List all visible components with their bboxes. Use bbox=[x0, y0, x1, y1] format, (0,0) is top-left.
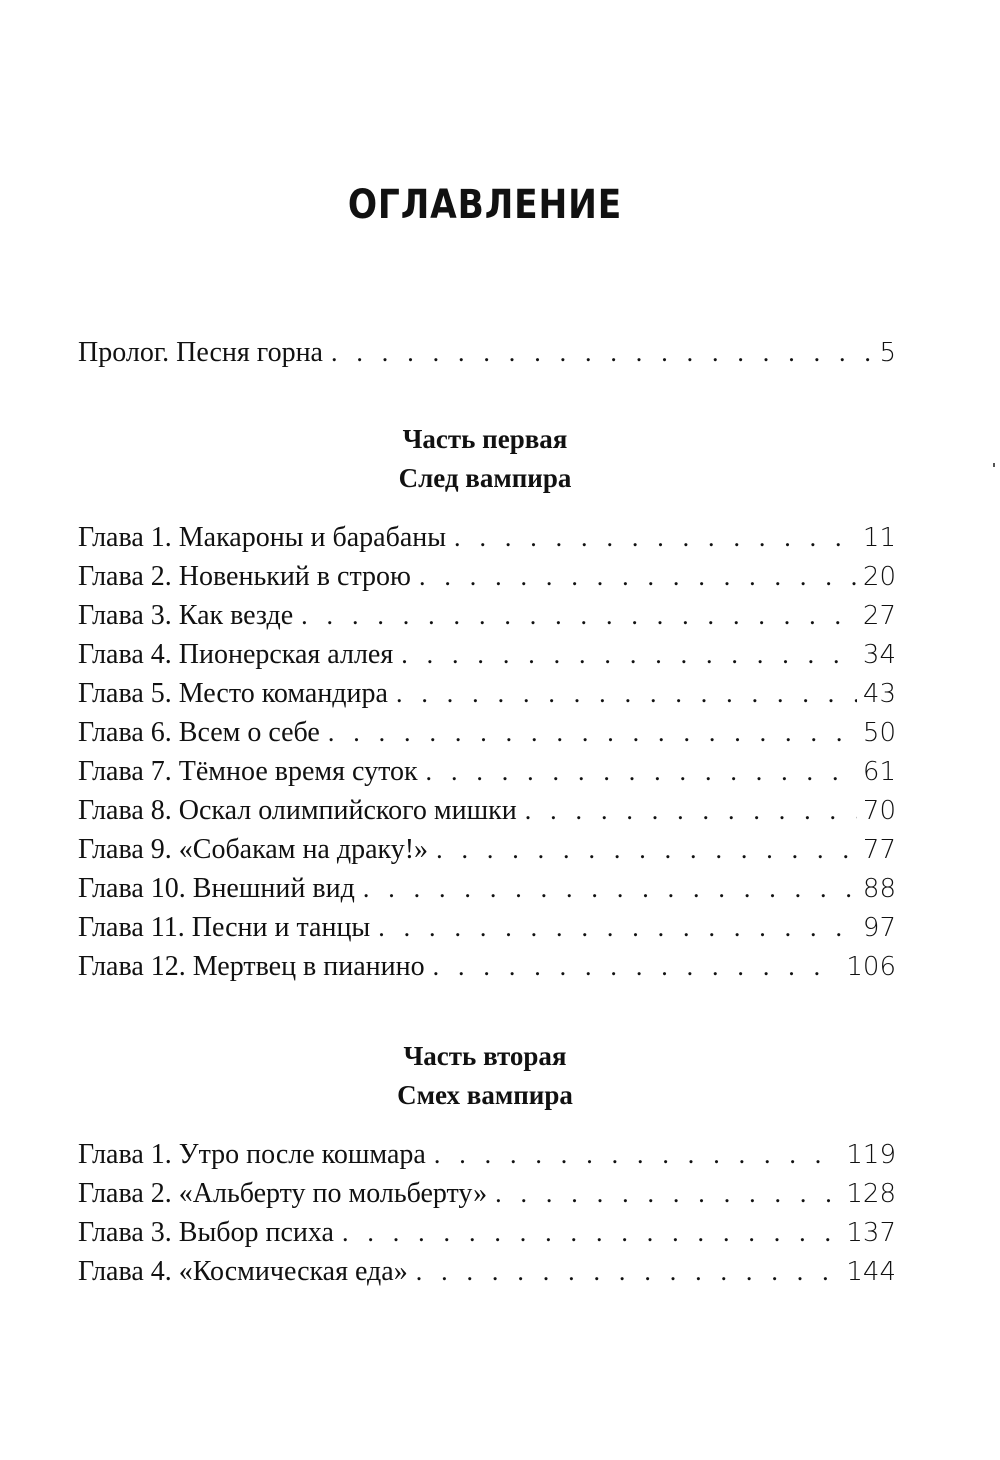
part1-subtitle: След вампира bbox=[398, 463, 572, 493]
toc-entry-page: 70 bbox=[862, 796, 896, 826]
toc-entry-label: Глава 11. Песни и танцы bbox=[78, 912, 371, 943]
toc-entry-label: Пролог. Песня горна bbox=[78, 337, 323, 368]
toc-entry bbox=[78, 717, 896, 757]
toc-entry-label: Глава 6. Всем о себе bbox=[78, 717, 320, 748]
toc-entry-page: 119 bbox=[846, 1140, 896, 1170]
toc-entry-page: 106 bbox=[846, 952, 896, 982]
toc-entry-label: Глава 2. Новенький в строю bbox=[78, 561, 411, 592]
toc-entry bbox=[78, 834, 896, 874]
dot-leader bbox=[434, 1140, 841, 1170]
toc-entry bbox=[78, 561, 896, 601]
toc-entry-page: 144 bbox=[846, 1257, 896, 1287]
dot-leader bbox=[363, 874, 857, 904]
dot-leader bbox=[426, 757, 857, 787]
toc-entry-page: 77 bbox=[862, 835, 896, 865]
dot-leader bbox=[436, 835, 857, 865]
toc-entry-label: Глава 3. Как везде bbox=[78, 600, 294, 631]
toc-entry-label: Глава 9. «Собакам на драку!» bbox=[78, 834, 429, 865]
toc-entry-page: 137 bbox=[846, 1218, 896, 1248]
toc-entry-page: 128 bbox=[846, 1179, 896, 1209]
dot-leader bbox=[378, 913, 857, 943]
dot-leader bbox=[525, 796, 857, 826]
toc-entry bbox=[78, 522, 896, 562]
dot-leader bbox=[396, 679, 857, 709]
toc-entry bbox=[78, 1256, 896, 1296]
toc-entry bbox=[78, 795, 896, 835]
toc-entry-page: 27 bbox=[862, 601, 896, 631]
toc-entry-label: Глава 5. Место командира bbox=[78, 678, 388, 709]
toc-entry bbox=[78, 1139, 896, 1179]
toc-entry-page: 88 bbox=[862, 874, 896, 904]
dot-leader bbox=[342, 1218, 840, 1248]
toc-entry-page: 20 bbox=[862, 562, 896, 592]
toc-entry-page: 97 bbox=[862, 913, 896, 943]
toc-entry bbox=[78, 678, 896, 718]
page-title: ОГЛАВЛЕНИЕ bbox=[347, 182, 623, 228]
toc-entry bbox=[78, 1217, 896, 1257]
dot-leader bbox=[495, 1179, 840, 1209]
toc-entry bbox=[78, 639, 896, 679]
toc-entry bbox=[78, 951, 896, 991]
toc-entry-page: 34 bbox=[862, 640, 896, 670]
dot-leader bbox=[454, 523, 857, 553]
toc-entry-prologue bbox=[78, 337, 896, 377]
toc-entry bbox=[78, 756, 896, 796]
toc-entry-page: 43 bbox=[862, 679, 896, 709]
dot-leader bbox=[401, 640, 857, 670]
toc-entry-page: 5 bbox=[879, 338, 896, 368]
toc-entry-page: 61 bbox=[862, 757, 896, 787]
toc-entry-label: Глава 3. Выбор психа bbox=[78, 1217, 334, 1248]
toc-entry-label: Глава 4. «Космическая еда» bbox=[78, 1256, 408, 1287]
part1-heading: Часть первая bbox=[402, 424, 568, 454]
dot-leader bbox=[328, 718, 857, 748]
toc-entry-page: 11 bbox=[862, 523, 896, 553]
toc-entry-label: Глава 10. Внешний вид bbox=[78, 873, 355, 904]
toc-entry-label: Глава 1. Утро после кошмара bbox=[78, 1139, 426, 1170]
toc-entry-label: Глава 2. «Альберту по мольберту» bbox=[78, 1178, 488, 1209]
dot-leader bbox=[419, 562, 857, 592]
toc-entry-label: Глава 7. Тёмное время суток bbox=[78, 756, 418, 787]
dot-leader bbox=[331, 338, 873, 368]
dot-leader bbox=[416, 1257, 841, 1287]
dot-leader bbox=[301, 601, 857, 631]
toc-entry bbox=[78, 873, 896, 913]
toc-entry bbox=[78, 600, 896, 640]
toc-entry-label: Глава 4. Пионерская аллея bbox=[78, 639, 394, 670]
toc-entry bbox=[78, 1178, 896, 1218]
toc-entry-label: Глава 12. Мертвец в пианино bbox=[78, 951, 425, 982]
toc-entry-label: Глава 1. Макароны и барабаны bbox=[78, 522, 447, 553]
toc-entry-label: Глава 8. Оскал олимпийского мишки bbox=[78, 795, 517, 826]
toc-entry-page: 50 bbox=[862, 718, 896, 748]
part2-subtitle: Смех вампира bbox=[397, 1080, 573, 1110]
part2-heading: Часть вторая bbox=[403, 1041, 567, 1071]
scan-mark bbox=[993, 463, 995, 467]
dot-leader bbox=[433, 952, 841, 982]
toc-entry bbox=[78, 912, 896, 952]
